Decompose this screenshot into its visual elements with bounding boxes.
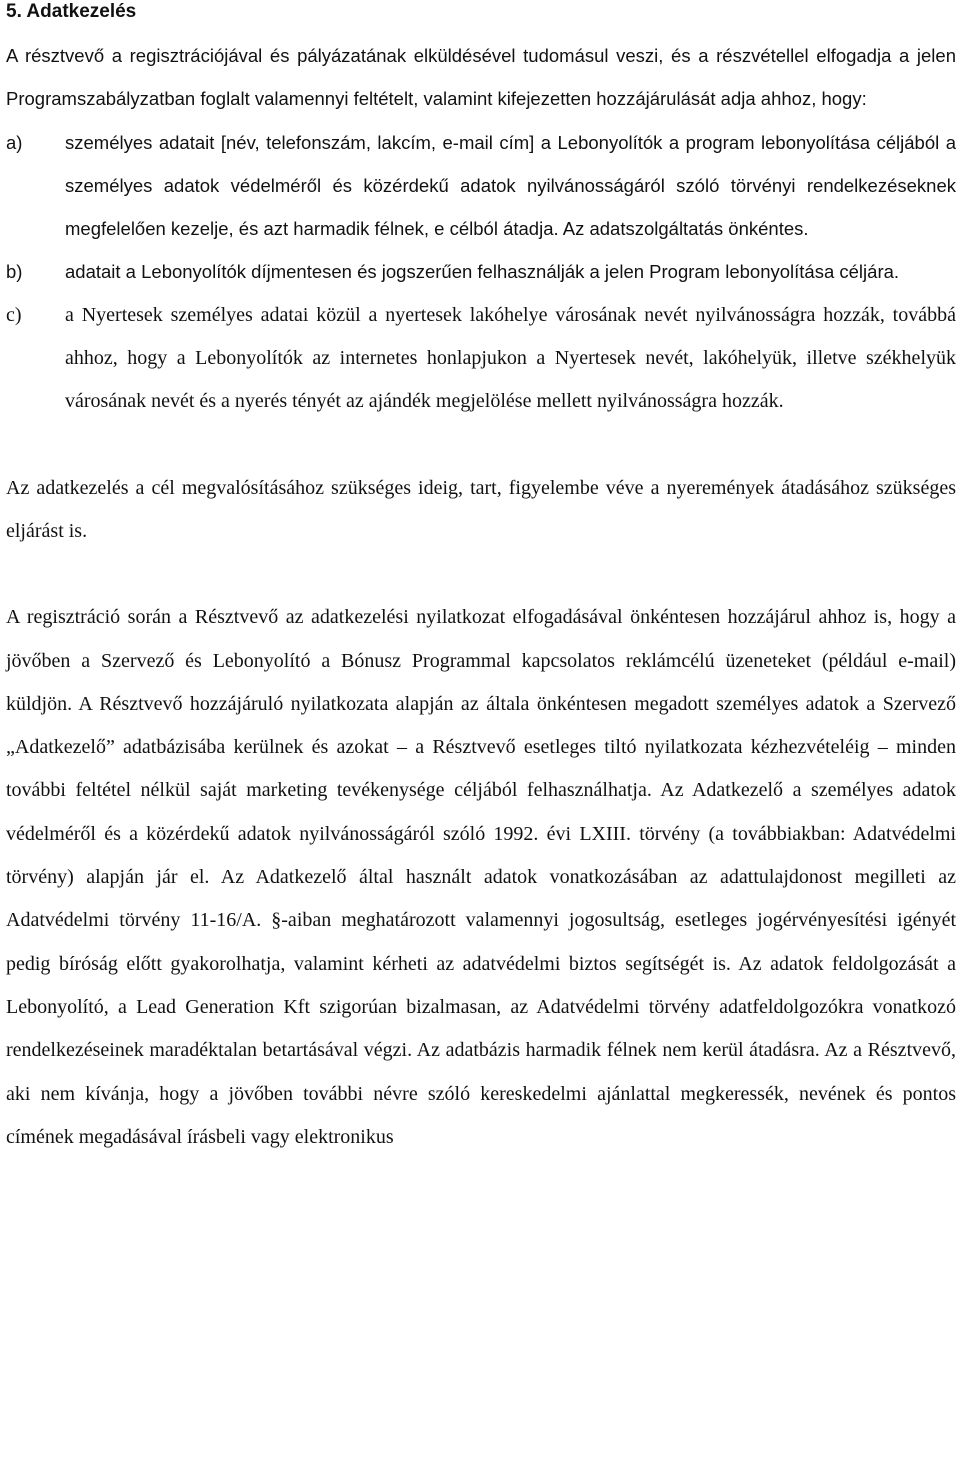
document-page — [6, 0, 956, 1159]
consent-list — [6, 121, 956, 424]
list-item-text: a Nyertesek személyes adatai közül a nyertesek lakóhelye városának nevét nyilvánosságra hozzák, továbbá ahhoz, hogy a Lebonyolítók az internetes honlapjukon a Nyertesek nevét, lakóhelyük, illetve székhelyük városának nevét és a nyerés tényét az ajándék megjelölése mellett nyilvánosságra hozzák. — [65, 303, 956, 413]
list-item-text: személyes adatait [név, telefonszám, lakcím, e-mail cím] a Lebonyolítók a program lebonyolítása céljából a személyes adatok védelméről és közérdekű adatok nyilvánosságáról szóló törvényi rendelkezéseknek megfelelően kezelje, és azt harmadik félnek, e célból átadja. Az adatszolgáltatás önkéntes. — [65, 131, 956, 240]
list-item-text: adatait a Lebonyolítók díjmentesen és jogszerűen felhasználják a jelen Program lebonyolítása céljára. — [65, 261, 900, 283]
section-heading: 5. Adatkezelés — [6, 1, 137, 22]
marketing-consent-paragraph: A regisztráció során a Résztvevő az adatkezelési nyilatkozat elfogadásával önkéntesen hozzájárul ahhoz is, hogy a jövőben a Szervező és Lebonyolító a Bónusz Programmal kapcsolatos reklámcélú üzeneteket (például e-mail) küldjön. A Résztvevő hozzájáruló nyilatkozata alapján az általa önkéntesen megadott személyes adatok a Szervező „Adatkezelő” adatbázisába kerülnek és azokat – a Résztvevő esetleges tiltó nyilatkozata kézhezvételéig – minden további feltétel nélkül saját marketing tevékenysége céljából felhasználhatja. Az Adatkezelő a személyes adatok védelméről és a közérdekű adatok nyilvánosságáról szóló 1992. évi LXIII. törvény (a továbbiakban: Adatvédelmi törvény) alapján jár el. Az Adatkezelő által használt adatok vonatkozásában az adattulajdonost megilleti az Adatvédelmi törvény 11-16/A. §-aiban meghatározott valamennyi jogosultság, esetleges jogérvényesítési igényét pedig bíróság előtt gyakorolhatja, valamint kérheti az adatvédelmi biztos segítségét is. Az adatok feldolgozását a Lebonyolító, a Lead Generation Kft szigorúan bizalmasan, az Adatvédelmi törvény adatfeldolgozókra vonatkozó rendelkezéseinek maradéktalan betartásával végzi. Az adatbázis harmadik félnek nem kerül átadásra. Az a Résztvevő, aki nem kívánja, hogy a jövőben további névre szóló kereskedelmi ajánlattal megkeressék, nevének és pontos címének megadásával írásbeli vagy elektronikus — [6, 606, 956, 1148]
list-marker: a) — [6, 131, 23, 153]
list-marker: c) — [6, 303, 22, 326]
list-marker: b) — [6, 261, 23, 283]
intro-paragraph: A résztvevő a regisztrációjával és pályázatának elküldésével tudomásul veszi, és a részvétellel elfogadja a jelen Programszabályzatban foglalt valamennyi feltételt, valamint kifejezetten hozzájárulását adja ahhoz, hogy: — [6, 45, 956, 110]
list-item — [6, 121, 956, 251]
list-item — [6, 250, 956, 293]
retention-paragraph: Az adatkezelés a cél megvalósításához szükséges ideig, tart, figyelembe véve a nyeremények átadásához szükséges eljárást is. — [6, 476, 956, 542]
list-item — [6, 294, 956, 424]
